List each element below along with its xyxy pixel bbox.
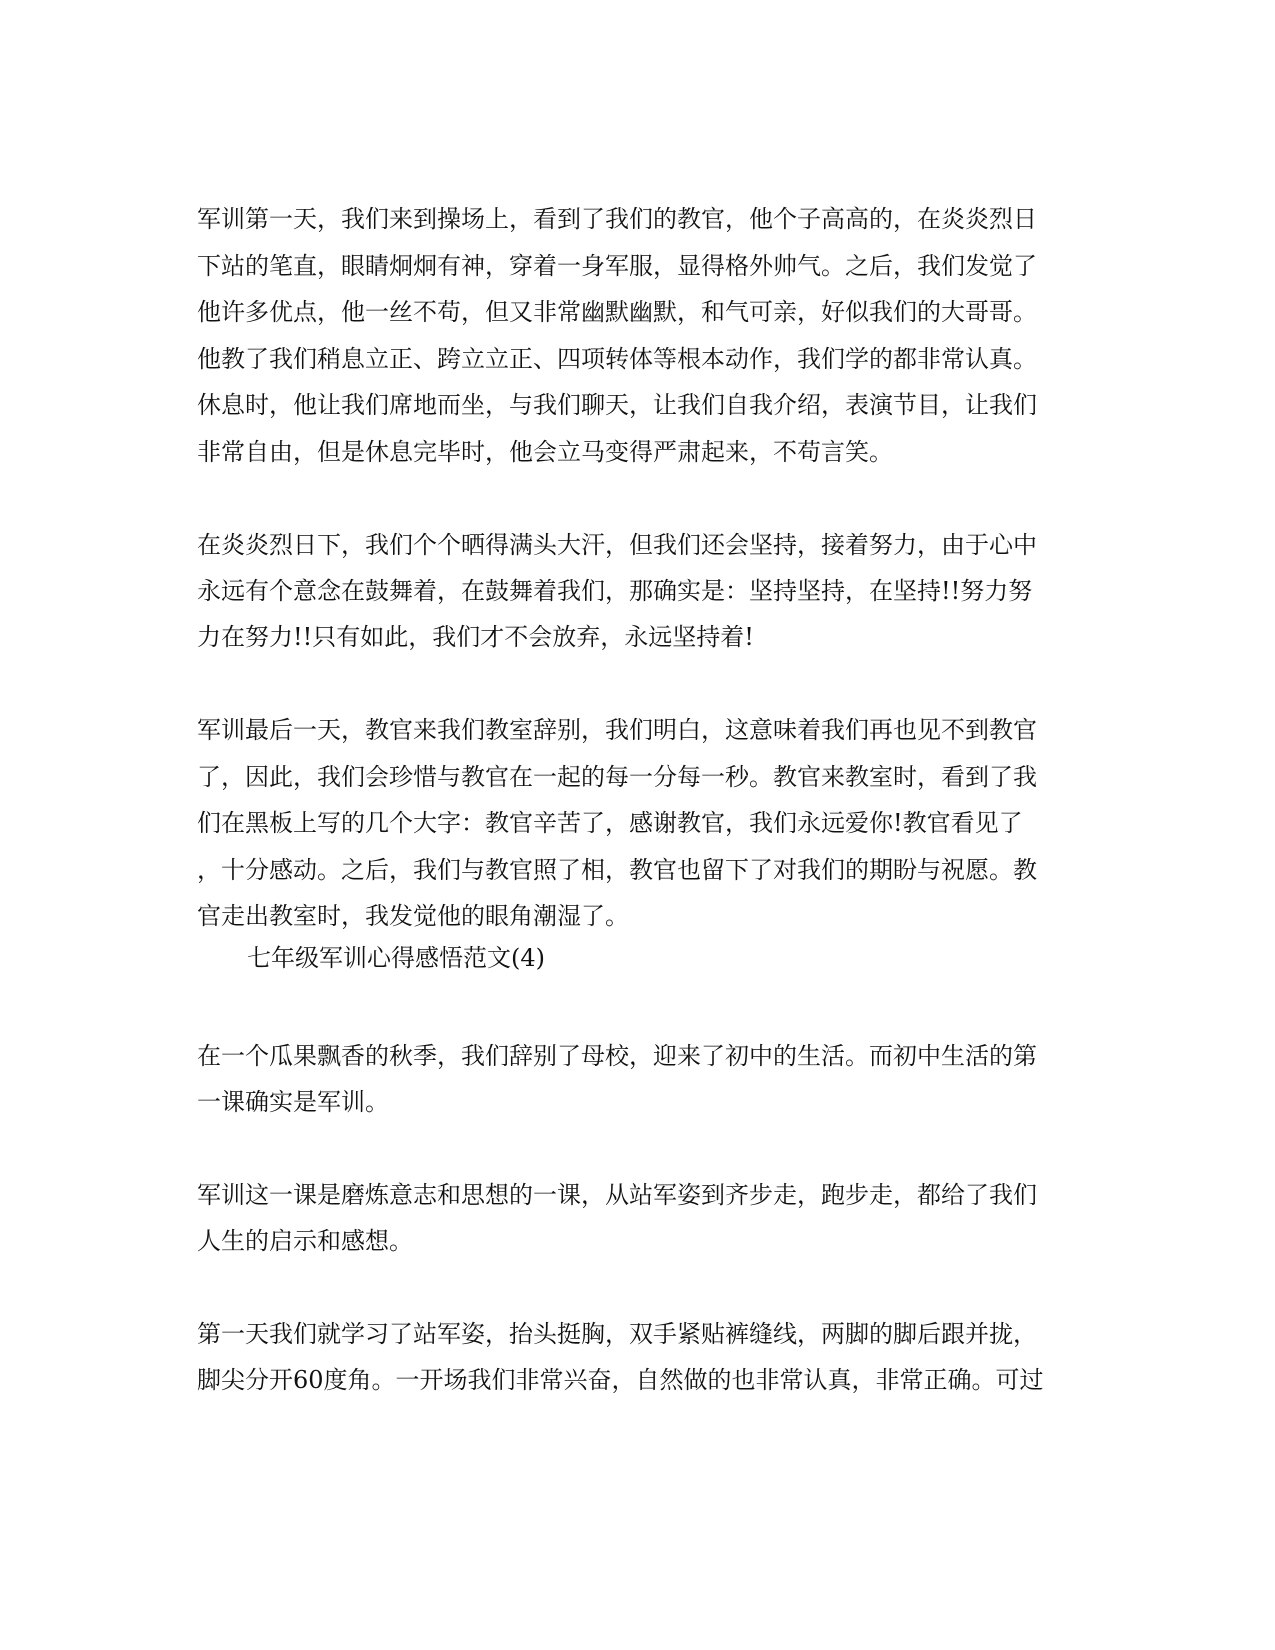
paragraph-4-line-2: 一课确实是军训。: [197, 1088, 389, 1116]
paragraph-1-line-5: 休息时，他让我们席地而坐，与我们聊天，让我们自我介绍，表演节目，让我们: [197, 391, 1037, 419]
paragraph-6-line-1: 第一天我们就学习了站军姿，抬头挺胸，双手紧贴裤缝线，两脚的脚后跟并拢，: [197, 1320, 1037, 1348]
paragraph-1-line-2: 下站的笔直，眼睛炯炯有神，穿着一身军服，显得格外帅气。之后，我们发觉了: [197, 252, 1037, 280]
paragraph-1-line-6: 非常自由，但是休息完毕时，他会立马变得严肃起来，不苟言笑。: [197, 438, 893, 466]
section-heading: 七年级军训心得感悟范文(4): [247, 944, 545, 972]
paragraph-2-line-2: 永远有个意念在鼓舞着，在鼓舞着我们，那确实是：坚持坚持，在坚持!!努力努: [197, 577, 1033, 605]
paragraph-3-line-3: 们在黑板上写的几个大字：教官辛苦了，感谢教官，我们永远爱你!教官看见了: [197, 809, 1023, 837]
paragraph-3-line-1: 军训最后一天，教官来我们教室辞别，我们明白，这意味着我们再也见不到教官: [197, 716, 1037, 744]
paragraph-5-line-1: 军训这一课是磨炼意志和思想的一课，从站军姿到齐步走，跑步走，都给了我们: [197, 1181, 1037, 1209]
paragraph-5-line-2: 人生的启示和感想。: [197, 1227, 413, 1255]
paragraph-1-line-3: 他许多优点，他一丝不苟，但又非常幽默幽默，和气可亲，好似我们的大哥哥。: [197, 298, 1037, 326]
paragraph-2-line-3: 力在努力!!只有如此，我们才不会放弃，永远坚持着!: [197, 623, 754, 651]
paragraph-6-line-2: 脚尖分开60度角。一开场我们非常兴奋，自然做的也非常认真，非常正确。可过: [197, 1366, 1044, 1394]
paragraph-4-line-1: 在一个瓜果飘香的秋季，我们辞别了母校，迎来了初中的生活。而初中生活的第: [197, 1042, 1037, 1070]
paragraph-1-line-4: 他教了我们稍息立正、跨立立正、四项转体等根本动作，我们学的都非常认真。: [197, 345, 1037, 373]
paragraph-3-line-2: 了，因此，我们会珍惜与教官在一起的每一分每一秒。教官来教室时，看到了我: [197, 763, 1037, 791]
paragraph-1-line-1: 军训第一天，我们来到操场上，看到了我们的教官，他个子高高的，在炎炎烈日: [197, 205, 1037, 233]
paragraph-3-line-4: ，十分感动。之后，我们与教官照了相，教官也留下了对我们的期盼与祝愿。教: [197, 856, 1037, 884]
paragraph-3-line-5: 官走出教室时，我发觉他的眼角潮湿了。: [197, 902, 629, 930]
paragraph-2-line-1: 在炎炎烈日下，我们个个晒得满头大汗，但我们还会坚持，接着努力，由于心中: [197, 531, 1037, 559]
